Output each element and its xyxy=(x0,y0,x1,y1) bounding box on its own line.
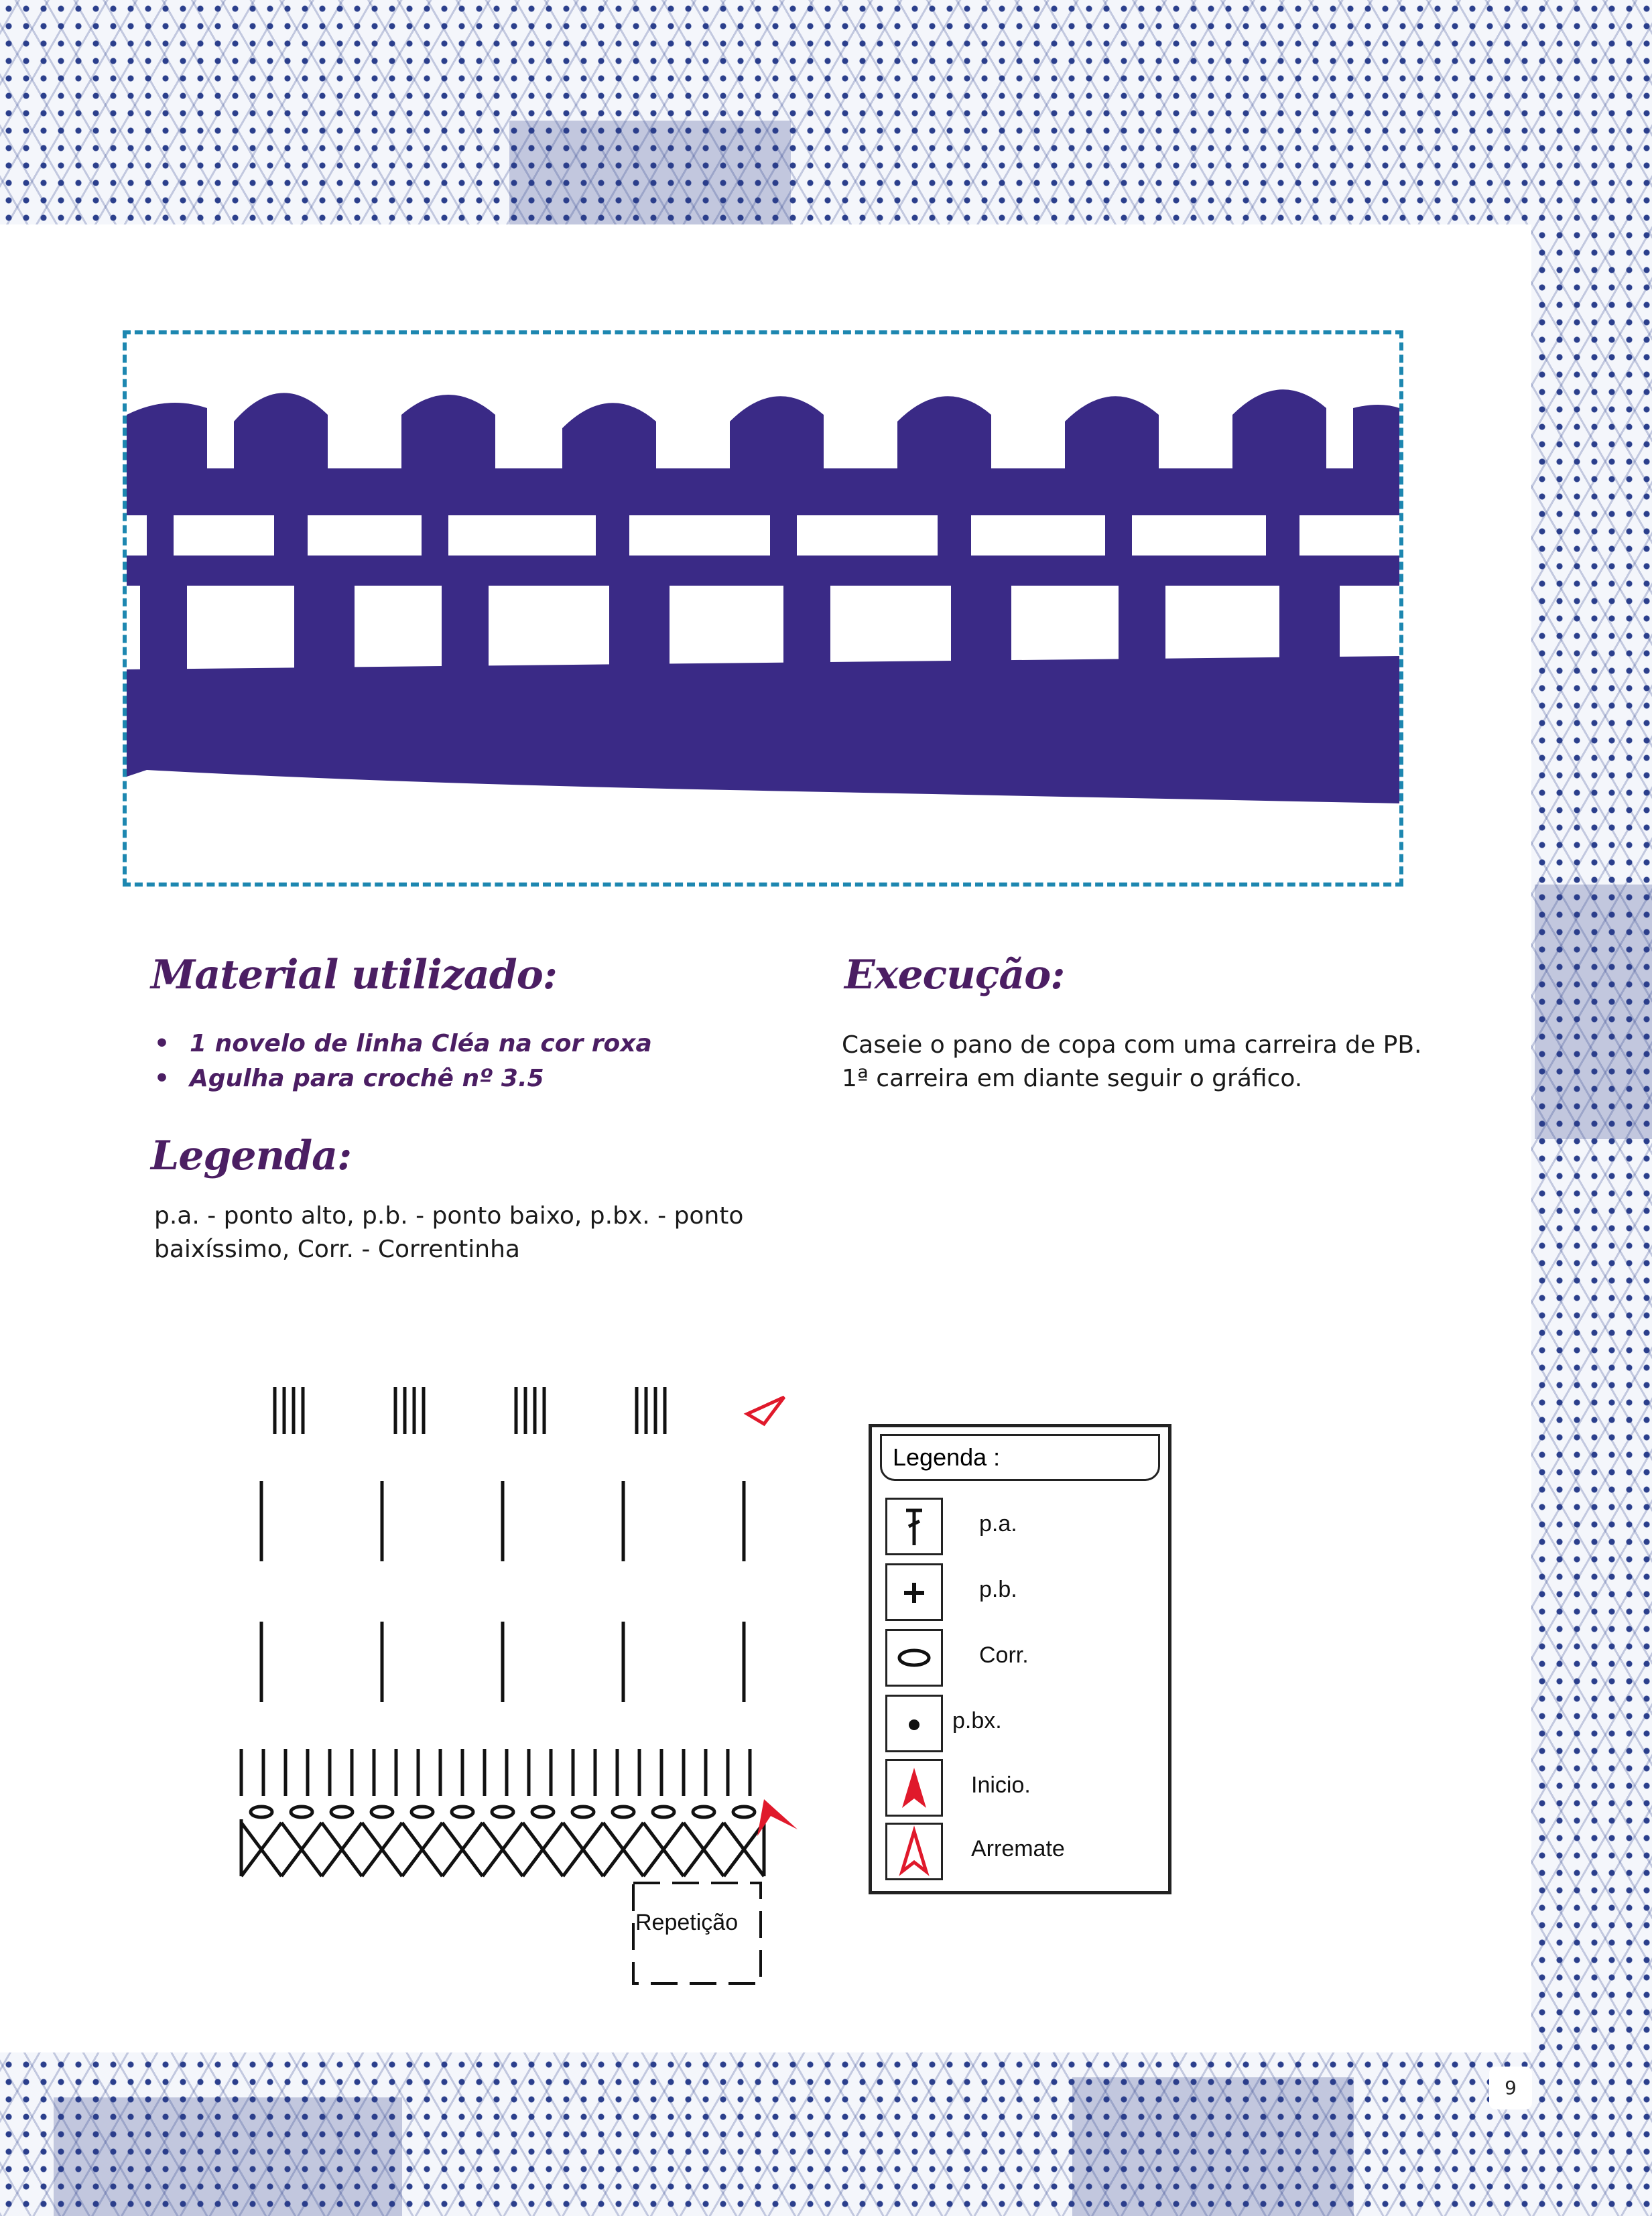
slip-stitch-icon xyxy=(885,1695,943,1752)
chart-stitch xyxy=(331,1807,353,1817)
symbol-legend xyxy=(869,1424,1171,1894)
execucao-line2: 1ª carreira em diante seguir o gráfico. xyxy=(842,1065,1303,1092)
chart-stitch xyxy=(291,1807,312,1817)
chart-stitch xyxy=(572,1807,594,1817)
chart-stitch xyxy=(411,1807,433,1817)
legend-row-pa xyxy=(885,1498,1167,1558)
execucao-line1: Caseie o pano de copa com uma carreira de PB. xyxy=(842,1031,1422,1059)
start-arrow-icon xyxy=(885,1759,943,1817)
finish-arrow-icon xyxy=(885,1823,943,1880)
legend-row-pb xyxy=(885,1563,1167,1624)
legend-label: Arremate xyxy=(971,1836,1065,1862)
pattern-block xyxy=(509,121,791,228)
pattern-block xyxy=(54,2097,402,2216)
chain-icon xyxy=(885,1629,943,1687)
crochet-photo-frame xyxy=(123,330,1403,887)
chart-stitch xyxy=(532,1807,554,1817)
chart-stitch xyxy=(613,1807,634,1817)
legenda-text-line2: baixíssimo, Corr. - Correntinha xyxy=(154,1236,520,1263)
legend-row-arremate xyxy=(885,1823,1167,1883)
single-crochet-icon xyxy=(885,1563,943,1621)
crochet-chart xyxy=(201,1367,804,1997)
double-crochet-icon xyxy=(885,1498,943,1555)
chart-stitch xyxy=(371,1807,393,1817)
chart-stitch xyxy=(452,1807,473,1817)
legenda-heading: Legenda: xyxy=(151,1132,352,1179)
page-number: 9 xyxy=(1489,2067,1532,2109)
legend-title: Legenda : xyxy=(880,1434,1160,1481)
finish-arrow-icon xyxy=(747,1397,784,1424)
legenda-text-line1: p.a. - ponto alto, p.b. - ponto baixo, p.bx. - ponto xyxy=(154,1202,744,1230)
execucao-heading: Execução: xyxy=(844,952,1065,998)
chart-stitch xyxy=(693,1807,714,1817)
repeat-label: Repetição xyxy=(635,1910,739,1935)
chart-stitch xyxy=(733,1807,755,1817)
legend-label: p.bx. xyxy=(952,1708,1002,1734)
pattern-block xyxy=(1072,2077,1354,2216)
legend-label: Corr. xyxy=(979,1642,1029,1668)
chart-stitch xyxy=(251,1807,272,1817)
legend-label: p.a. xyxy=(979,1511,1017,1537)
material-item: • 1 novelo de linha Cléa na cor roxa xyxy=(154,1027,652,1061)
materials-list xyxy=(154,1027,652,1096)
material-heading: Material utilizado: xyxy=(151,952,557,998)
crochet-photo xyxy=(127,334,1399,883)
material-item: • Agulha para crochê nº 3.5 xyxy=(154,1061,652,1096)
chart-stitch xyxy=(492,1807,513,1817)
legend-row-corr xyxy=(885,1629,1167,1689)
legend-row-pbx xyxy=(885,1695,1167,1755)
legend-label: p.b. xyxy=(979,1577,1017,1602)
legend-label: Inicio. xyxy=(971,1772,1031,1798)
chart-stitch xyxy=(653,1807,674,1817)
legend-row-inicio xyxy=(885,1759,1167,1819)
pattern-block xyxy=(1535,885,1652,1139)
